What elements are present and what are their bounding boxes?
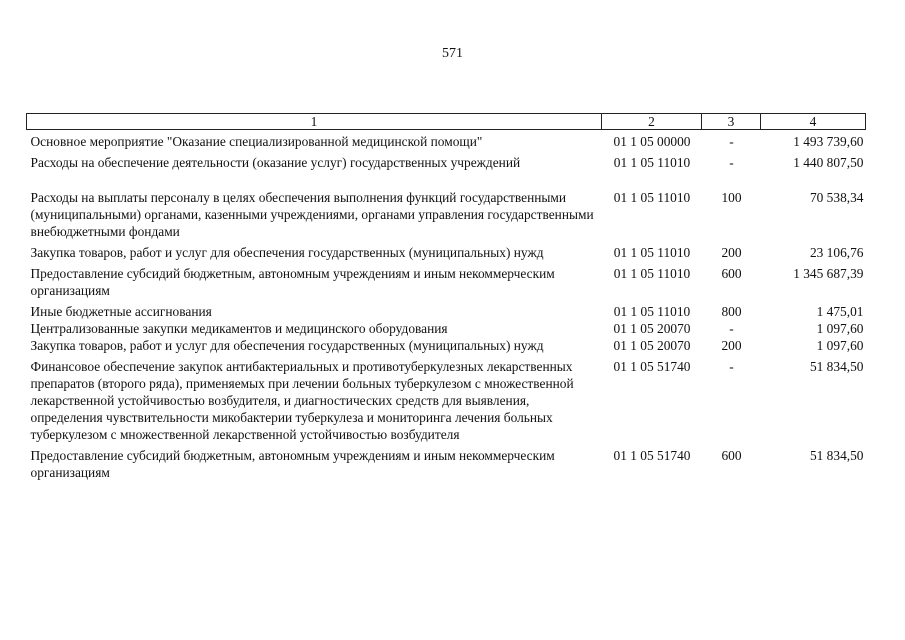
row-name: Предоставление субсидий бюджетным, автономным учреждениям и иным некоммерческим организациям bbox=[30, 266, 555, 298]
table-row bbox=[27, 358, 866, 447]
row-name: Расходы на обеспечение деятельности (оказание услуг) государственных учреждений bbox=[30, 155, 521, 170]
row-sum: 51 834,50 bbox=[809, 359, 864, 374]
row-sum: 1 097,60 bbox=[816, 338, 864, 353]
table-row bbox=[27, 320, 866, 337]
row-sum: 1 097,60 bbox=[816, 321, 864, 336]
header-col-3: 3 bbox=[702, 114, 761, 130]
row-type: 600 bbox=[721, 266, 742, 281]
row-type: - bbox=[729, 359, 734, 374]
row-name: Централизованные закупки медикаментов и медицинского оборудования bbox=[30, 321, 448, 336]
row-type: - bbox=[729, 321, 734, 336]
header-col-4: 4 bbox=[761, 114, 866, 130]
row-code: 01 1 05 11010 bbox=[613, 155, 691, 170]
row-code: 01 1 05 00000 bbox=[613, 134, 691, 149]
row-code: 01 1 05 20070 bbox=[613, 338, 691, 353]
row-code: 01 1 05 20070 bbox=[613, 321, 691, 336]
table-row bbox=[27, 447, 866, 481]
row-type: 200 bbox=[721, 338, 742, 353]
table-row bbox=[27, 189, 866, 244]
table-row bbox=[27, 154, 866, 189]
row-name: Расходы на выплаты персоналу в целях обеспечения выполнения функций государственными (муниципальными) органами, казенными учреждениями, органами управления государственными внебюджетными фондами bbox=[30, 190, 594, 239]
row-name: Предоставление субсидий бюджетным, автономным учреждениям и иным некоммерческим организациям bbox=[30, 448, 555, 480]
row-sum: 1 475,01 bbox=[816, 304, 864, 319]
budget-table bbox=[26, 113, 866, 481]
row-type: 600 bbox=[721, 448, 742, 463]
table-row bbox=[27, 337, 866, 358]
row-type: 100 bbox=[721, 190, 742, 205]
row-name: Иные бюджетные ассигнования bbox=[30, 304, 212, 319]
table-row bbox=[27, 303, 866, 320]
row-code: 01 1 05 51740 bbox=[613, 359, 691, 374]
row-sum: 1 345 687,39 bbox=[793, 266, 864, 281]
row-sum: 51 834,50 bbox=[809, 448, 864, 463]
table-row bbox=[27, 265, 866, 303]
header-col-2: 2 bbox=[602, 114, 702, 130]
header-row bbox=[27, 114, 866, 130]
row-code: 01 1 05 11010 bbox=[613, 304, 691, 319]
row-sum: 70 538,34 bbox=[809, 190, 864, 205]
table-row bbox=[27, 244, 866, 265]
table-row bbox=[27, 130, 866, 155]
row-type: 800 bbox=[721, 304, 742, 319]
row-type: - bbox=[729, 155, 734, 170]
row-type: 200 bbox=[721, 245, 742, 260]
row-code: 01 1 05 11010 bbox=[613, 245, 691, 260]
row-name: Закупка товаров, работ и услуг для обеспечения государственных (муниципальных) нужд bbox=[30, 338, 544, 353]
row-sum: 1 440 807,50 bbox=[793, 155, 864, 170]
row-code: 01 1 05 11010 bbox=[613, 190, 691, 205]
row-code: 01 1 05 11010 bbox=[613, 266, 691, 281]
row-name: Закупка товаров, работ и услуг для обеспечения государственных (муниципальных) нужд bbox=[30, 245, 544, 260]
row-code: 01 1 05 51740 bbox=[613, 448, 691, 463]
row-name: Основное мероприятие "Оказание специализированной медицинской помощи" bbox=[30, 134, 483, 149]
page-number: 571 bbox=[442, 46, 463, 61]
row-type: - bbox=[729, 134, 734, 149]
row-sum: 23 106,76 bbox=[809, 245, 864, 260]
header-col-1: 1 bbox=[27, 114, 602, 130]
row-sum: 1 493 739,60 bbox=[793, 134, 864, 149]
row-name: Финансовое обеспечение закупок антибактериальных и противотуберкулезных лекарственных препаратов (второго ряда), применяемых при лечении больных туберкулезом с множественной лекарственной устойчивостью возбудителя, и диагностических средств для выявления, определения чувствительности микобактерии туберкулеза и мониторинга лечения больных туберкулезом с множественной лекарственной устойчивостью возбудителя bbox=[30, 359, 574, 442]
